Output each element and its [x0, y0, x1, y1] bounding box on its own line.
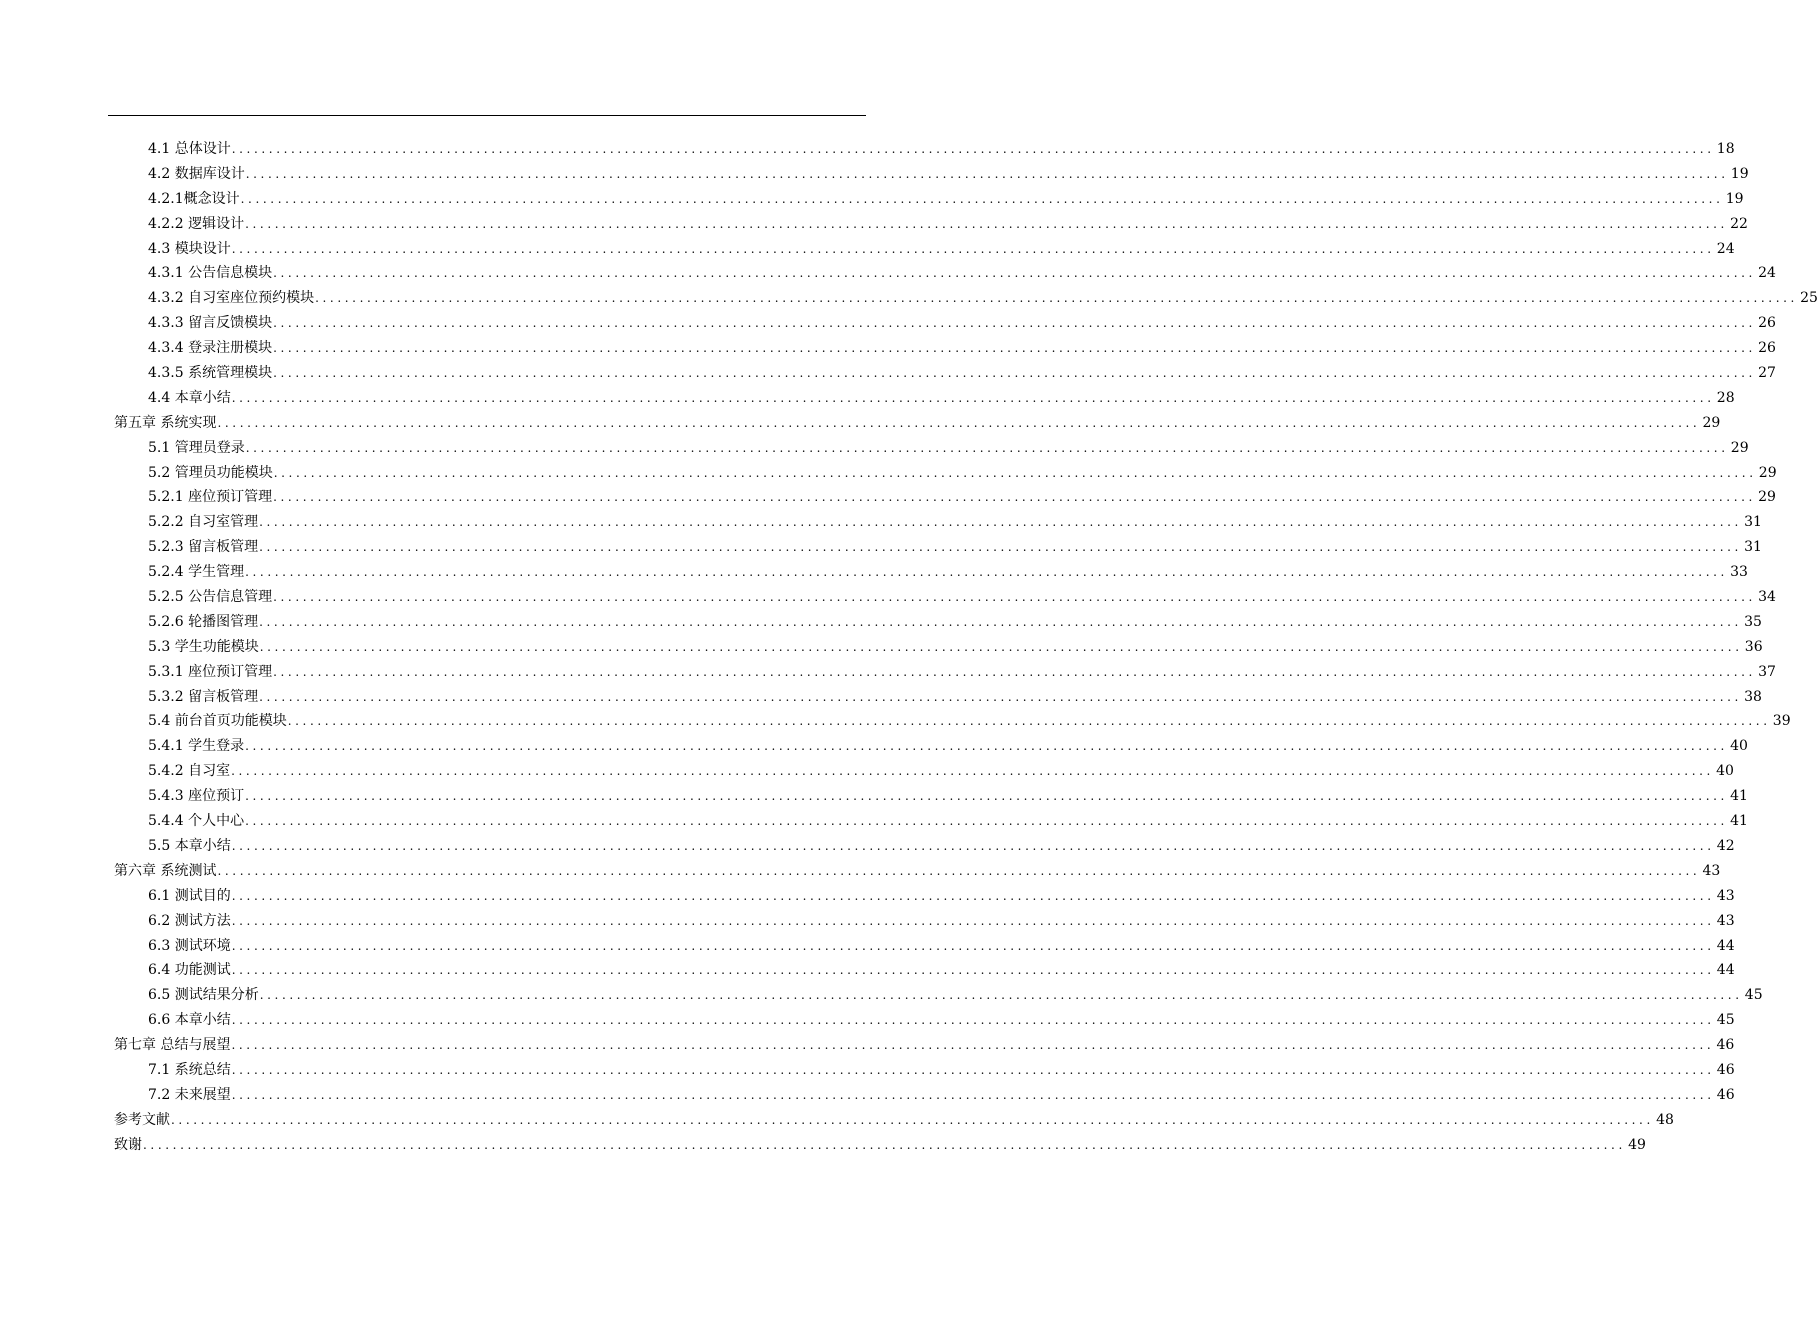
toc-entry[interactable]: [114, 162, 1749, 187]
toc-entry-title: 6.4 功能测试: [148, 962, 231, 979]
toc-entry[interactable]: [114, 809, 1748, 834]
toc-entry-page: 40: [1730, 738, 1748, 755]
toc-entry-page: 29: [1702, 414, 1721, 431]
toc-dot-leader: ........................................................................................................................................................................................................: [245, 739, 1728, 754]
toc-dot-leader: ........................................................................................................................................................................................................: [245, 565, 1728, 580]
toc-entry-page: 41: [1730, 813, 1748, 830]
toc-dot-leader: ........................................................................................................................................................................................................: [273, 366, 1756, 381]
toc-entry-title: 6.6 本章小结: [148, 1012, 231, 1029]
toc-entry-title: 5.5 本章小结: [148, 837, 231, 854]
toc-entry[interactable]: [114, 884, 1735, 909]
toc-entry-title: 5.2.6 轮播图管理: [148, 613, 259, 630]
toc-dot-leader: ........................................................................................................................................................................................................: [315, 291, 1798, 306]
toc-entry-page: 46: [1716, 1086, 1735, 1103]
toc-entry-page: 44: [1716, 937, 1735, 954]
toc-dot-leader: ........................................................................................................................................................................................................: [259, 515, 1742, 530]
toc-entry[interactable]: [114, 286, 1818, 311]
toc-entry-page: 43: [1702, 862, 1721, 879]
toc-entry[interactable]: [114, 1083, 1735, 1108]
toc-entry[interactable]: [114, 461, 1777, 486]
toc-entry-title: 5.1 管理员登录: [148, 439, 245, 456]
toc-entry-title: 5.2 管理员功能模块: [148, 464, 273, 481]
toc-entry-title: 5.4 前台首页功能模块: [148, 713, 287, 730]
toc-entry-title: 4.2.1概念设计: [148, 190, 240, 207]
toc-dot-leader: ........................................................................................................................................................................................................: [231, 1087, 1715, 1102]
toc-entry-page: 29: [1758, 464, 1777, 481]
toc-entry-title: 6.5 测试结果分析: [148, 987, 259, 1004]
toc-dot-leader: ........................................................................................................................................................................................................: [240, 191, 1724, 206]
toc-entry-title: 7.2 未来展望: [148, 1086, 231, 1103]
toc-dot-leader: ........................................................................................................................................................................................................: [231, 1038, 1715, 1053]
toc-entry-title: 4.3.1 公告信息模块: [148, 265, 273, 282]
toc-entry-page: 43: [1716, 912, 1735, 929]
toc-entry-title: 5.3.1 座位预订管理: [148, 663, 273, 680]
toc-entry-page: 26: [1758, 315, 1776, 332]
toc-entry-page: 43: [1716, 887, 1735, 904]
toc-dot-leader: ........................................................................................................................................................................................................: [245, 166, 1729, 181]
toc-entry[interactable]: [114, 137, 1735, 162]
toc-dot-leader: ........................................................................................................................................................................................................: [273, 341, 1756, 356]
toc-entry-title: 7.1 系统总结: [148, 1061, 231, 1078]
toc-entry[interactable]: [114, 734, 1748, 759]
toc-entry-page: 46: [1716, 1037, 1735, 1054]
toc-entry-title: 4.4 本章小结: [148, 389, 231, 406]
toc-entry-title: 4.3.4 登录注册模块: [148, 340, 273, 357]
toc-entry[interactable]: [114, 1108, 1674, 1133]
toc-entry[interactable]: [114, 1133, 1646, 1158]
toc-entry[interactable]: [114, 1008, 1735, 1033]
toc-entry[interactable]: [114, 560, 1748, 585]
toc-entry[interactable]: [114, 212, 1748, 237]
toc-entry-page: 29: [1730, 439, 1749, 456]
toc-entry-page: 34: [1758, 589, 1776, 606]
toc-entry-title: 5.2.2 自习室管理: [148, 514, 259, 531]
toc-dot-leader: ........................................................................................................................................................................................................: [217, 415, 1701, 430]
toc-entry-title: 第六章 系统测试: [114, 862, 217, 879]
toc-entry-page: 22: [1730, 215, 1748, 232]
toc-entry[interactable]: [114, 485, 1776, 510]
toc-entry-page: 29: [1758, 489, 1776, 506]
toc-entry[interactable]: [114, 535, 1762, 560]
toc-entry-title: 第五章 系统实现: [114, 414, 217, 431]
toc-entry-title: 5.2.5 公告信息管理: [148, 589, 273, 606]
toc-entry-title: 致谢: [114, 1136, 142, 1153]
toc-entry-page: 48: [1656, 1111, 1674, 1128]
toc-entry[interactable]: [114, 361, 1776, 386]
toc-entry-page: 25: [1800, 290, 1818, 307]
toc-entry-title: 参考文献: [114, 1111, 170, 1128]
toc-entry-page: 39: [1772, 713, 1791, 730]
toc-dot-leader: ........................................................................................................................................................................................................: [231, 142, 1715, 156]
toc-entry[interactable]: [114, 411, 1721, 436]
toc-entry-title: 5.4.4 个人中心: [148, 813, 245, 830]
toc-entry[interactable]: [114, 386, 1735, 411]
toc-dot-leader: ........................................................................................................................................................................................................: [287, 714, 1771, 729]
toc-entry-title: 5.3.2 留言板管理: [148, 688, 259, 705]
toc-entry-page: 45: [1716, 1012, 1735, 1029]
toc-entry-page: 41: [1730, 788, 1748, 805]
toc-dot-leader: ........................................................................................................................................................................................................: [231, 1062, 1715, 1077]
toc-entry-title: 5.2.3 留言板管理: [148, 539, 259, 556]
toc-entry[interactable]: [114, 336, 1776, 361]
toc-entry-page: 27: [1758, 365, 1776, 382]
toc-entry-page: 38: [1744, 688, 1762, 705]
toc-dot-leader: ........................................................................................................................................................................................................: [259, 540, 1742, 555]
toc-entry-title: 4.2.2 逻辑设计: [148, 215, 245, 232]
toc-dot-leader: ........................................................................................................................................................................................................: [231, 1013, 1715, 1028]
toc-dot-leader: ........................................................................................................................................................................................................: [231, 241, 1715, 256]
toc-entry[interactable]: [114, 187, 1744, 212]
toc-dot-leader: ........................................................................................................................................................................................................: [231, 838, 1715, 853]
toc-entry-page: 31: [1744, 539, 1762, 556]
toc-dot-leader: ........................................................................................................................................................................................................: [273, 664, 1756, 679]
toc-entry[interactable]: [114, 709, 1791, 734]
toc-entry-page: 42: [1716, 837, 1735, 854]
toc-entry-title: 4.2 数据库设计: [148, 165, 245, 182]
toc-entry-title: 5.2.1 座位预订管理: [148, 489, 273, 506]
toc-dot-leader: ........................................................................................................................................................................................................: [231, 963, 1715, 978]
toc-entry-title: 5.4.1 学生登录: [148, 738, 245, 755]
toc-entry-title: 4.3.2 自习室座位预约模块: [148, 290, 315, 307]
toc-entry[interactable]: [114, 1058, 1735, 1083]
toc-entry-page: 37: [1758, 663, 1776, 680]
toc-entry[interactable]: [114, 585, 1776, 610]
toc-entry-title: 5.4.3 座位预订: [148, 788, 245, 805]
toc-entry[interactable]: [114, 759, 1734, 784]
toc-entry[interactable]: [114, 660, 1776, 685]
toc-dot-leader: ........................................................................................................................................................................................................: [231, 938, 1715, 953]
toc-dot-leader: ........................................................................................................................................................................................................: [231, 390, 1715, 405]
toc-entry[interactable]: [114, 436, 1749, 461]
toc-entry-title: 5.2.4 学生管理: [148, 564, 245, 581]
toc-dot-leader: ........................................................................................................................................................................................................: [245, 440, 1729, 455]
toc-entry-page: 26: [1758, 340, 1776, 357]
table-of-contents: [114, 137, 1818, 1158]
toc-entry-page: 44: [1716, 962, 1735, 979]
toc-dot-leader: ........................................................................................................................................................................................................: [259, 614, 1742, 629]
toc-entry-title: 6.2 测试方法: [148, 912, 231, 929]
toc-entry[interactable]: [114, 1033, 1735, 1058]
toc-dot-leader: ........................................................................................................................................................................................................: [143, 1137, 1626, 1152]
toc-entry-title: 6.3 测试环境: [148, 937, 231, 954]
toc-entry-page: 18: [1716, 141, 1735, 157]
toc-entry-title: 4.1 总体设计: [148, 141, 231, 157]
toc-entry[interactable]: [114, 635, 1763, 660]
toc-entry-title: 4.3 模块设计: [148, 240, 231, 257]
toc-entry[interactable]: [114, 934, 1735, 959]
toc-entry-page: 33: [1730, 564, 1748, 581]
toc-entry-page: 36: [1744, 638, 1763, 655]
toc-dot-leader: ........................................................................................................................................................................................................: [273, 266, 1756, 281]
toc-entry[interactable]: [114, 610, 1762, 635]
toc-entry-page: 19: [1725, 190, 1744, 207]
toc-dot-leader: ........................................................................................................................................................................................................: [273, 316, 1756, 331]
toc-dot-leader: ........................................................................................................................................................................................................: [259, 639, 1743, 654]
toc-entry[interactable]: [114, 510, 1762, 535]
toc-entry-title: 5.4.2 自习室: [148, 763, 231, 780]
toc-entry[interactable]: [114, 237, 1735, 262]
toc-entry[interactable]: [114, 834, 1735, 859]
toc-dot-leader: ........................................................................................................................................................................................................: [231, 913, 1715, 928]
toc-entry-page: 49: [1628, 1136, 1646, 1153]
toc-dot-leader: ........................................................................................................................................................................................................: [259, 689, 1742, 704]
toc-dot-leader: ........................................................................................................................................................................................................: [259, 988, 1743, 1003]
toc-entry[interactable]: [114, 311, 1776, 336]
toc-dot-leader: ........................................................................................................................................................................................................: [171, 1112, 1654, 1127]
toc-dot-leader: ........................................................................................................................................................................................................: [217, 863, 1701, 878]
toc-entry[interactable]: [114, 909, 1735, 934]
toc-entry[interactable]: [114, 784, 1748, 809]
toc-entry-page: 28: [1716, 389, 1735, 406]
toc-entry[interactable]: [114, 859, 1721, 884]
toc-entry-page: 45: [1744, 987, 1763, 1004]
toc-entry-page: 24: [1716, 240, 1735, 257]
toc-dot-leader: ........................................................................................................................................................................................................: [231, 764, 1714, 779]
toc-dot-leader: ........................................................................................................................................................................................................: [273, 490, 1756, 505]
toc-entry[interactable]: [114, 958, 1735, 983]
toc-entry-title: 6.1 测试目的: [148, 887, 231, 904]
toc-entry-title: 5.3 学生功能模块: [148, 638, 259, 655]
toc-dot-leader: ........................................................................................................................................................................................................: [245, 216, 1728, 231]
header-rule: [108, 115, 866, 116]
toc-entry-page: 46: [1716, 1061, 1735, 1078]
toc-dot-leader: ........................................................................................................................................................................................................: [245, 789, 1728, 804]
toc-entry[interactable]: [114, 685, 1762, 710]
toc-entry-page: 31: [1744, 514, 1762, 531]
toc-entry-title: 第七章 总结与展望: [114, 1037, 231, 1054]
toc-entry-page: 24: [1758, 265, 1776, 282]
toc-entry-page: 35: [1744, 613, 1762, 630]
toc-entry-page: 40: [1716, 763, 1734, 780]
toc-entry-title: 4.3.3 留言反馈模块: [148, 315, 273, 332]
toc-dot-leader: ........................................................................................................................................................................................................: [273, 590, 1756, 605]
toc-dot-leader: ........................................................................................................................................................................................................: [273, 465, 1757, 480]
toc-entry[interactable]: [114, 261, 1776, 286]
toc-entry[interactable]: [114, 983, 1763, 1008]
toc-dot-leader: ........................................................................................................................................................................................................: [231, 888, 1715, 903]
toc-entry-page: 19: [1730, 165, 1749, 182]
toc-entry-title: 4.3.5 系统管理模块: [148, 365, 273, 382]
toc-dot-leader: ........................................................................................................................................................................................................: [245, 814, 1728, 829]
